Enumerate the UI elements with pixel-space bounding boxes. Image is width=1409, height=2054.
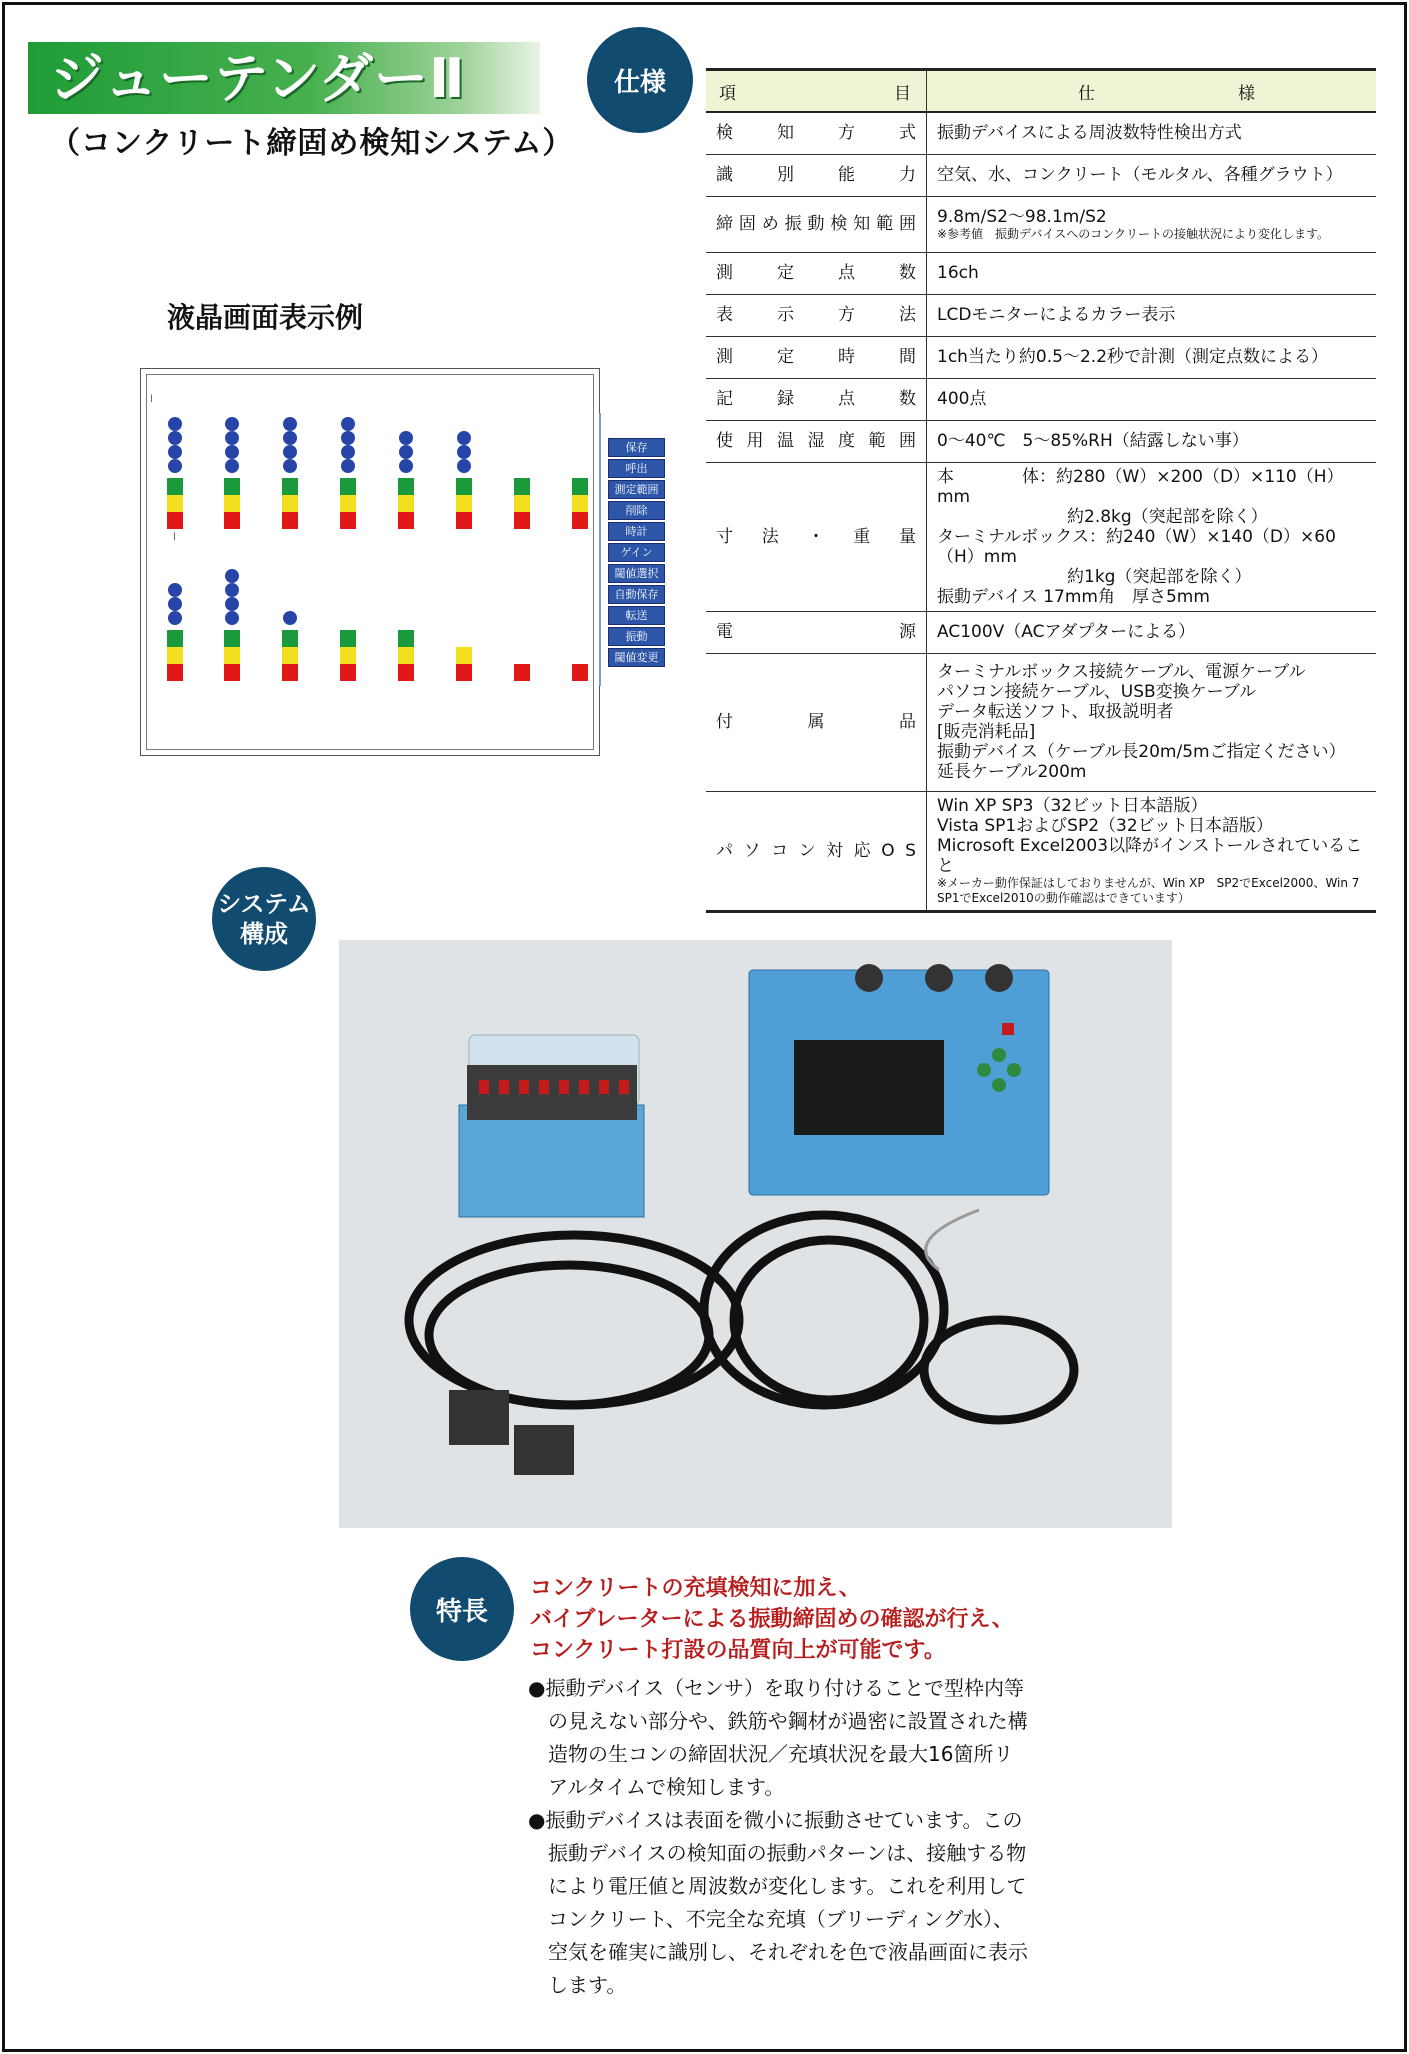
spec-key-char: 囲 <box>899 431 916 451</box>
sensor-dot <box>457 431 471 445</box>
sensor-level-block <box>398 664 414 681</box>
sensor-level-block <box>167 512 183 529</box>
spec-key-char: ・ <box>807 526 825 547</box>
spec-key-char: S <box>905 840 916 861</box>
spec-key-char: 動 <box>807 214 825 234</box>
sensor-level-block <box>224 664 240 681</box>
sensor-level-block <box>398 647 414 664</box>
spec-value-line: [販売消耗品] <box>937 722 1036 742</box>
spec-key <box>706 154 927 196</box>
spec-value <box>927 791 1377 911</box>
lcd-row-marker: l <box>150 394 153 405</box>
sensor-level-block <box>167 647 183 664</box>
spec-value <box>927 462 1377 611</box>
spec-value-line: AC100V（ACアダプターによる） <box>937 622 1196 642</box>
sensor-level-block <box>340 647 356 664</box>
spec-value <box>927 294 1377 336</box>
spec-key-char: 振 <box>784 214 802 234</box>
spec-row <box>706 154 1376 196</box>
spec-key-char: 源 <box>899 622 916 642</box>
sensor-dot <box>283 611 297 625</box>
sensor-level-block <box>167 630 183 647</box>
sensor-level-block <box>456 495 472 512</box>
spec-key-char: 識 <box>716 165 733 185</box>
spec-key <box>706 791 927 911</box>
spec-value <box>927 112 1377 154</box>
spec-key-char: 法 <box>761 526 779 547</box>
sensor-dot <box>168 417 182 431</box>
spec-value-line: 本 体：約280（W）×200（D）×110（H）mm <box>937 466 1344 507</box>
spec-value-line: 0～40℃ 5～85%RH（結露しない事） <box>937 431 1249 451</box>
spec-key-char: め <box>761 214 779 234</box>
spec-key-char: 記 <box>716 389 733 409</box>
spec-note: ※メーカー動作保証はしておりませんが、Win XP SP2でExcel2000、Win 7 SP1でExcel2010の動作確認はできています） <box>937 875 1360 905</box>
spec-key-char: 数 <box>899 263 916 283</box>
headline-line: コンクリートの充填検知に加え、 <box>530 1576 861 1601</box>
spec-key <box>706 252 927 294</box>
spec-value <box>927 378 1377 420</box>
sensor-dot <box>283 431 297 445</box>
feature-item: ●振動デバイス（センサ）を取り付けることで型枠内等の見えない部分や、鉄筋や鋼材が過密に設置された構造物の生コンの締固状況／充填状況を最大16箇所リアルタイムで検知します。 <box>528 1676 1028 1799</box>
spec-value-line: Win XP SP3（32ビット日本語版） <box>937 795 1208 816</box>
spec-key-char: 測 <box>716 347 733 367</box>
spec-table <box>706 68 1376 913</box>
spec-value-line: ターミナルボックス：約240（W）×140（D）×60（H）mm <box>937 526 1336 567</box>
sensor-dot <box>399 445 413 459</box>
sensor-dot <box>225 459 239 473</box>
spec-key-char: 定 <box>777 263 794 283</box>
sensor-level-block <box>572 512 588 529</box>
spec-key-char: 定 <box>777 347 794 367</box>
spec-key <box>706 378 927 420</box>
sensor-dot <box>225 431 239 445</box>
spec-value-line: パソコン接続ケーブル、USB変換ケーブル <box>937 682 1257 702</box>
headline-line: バイブレーターによる振動締固めの確認が行え、 <box>530 1607 1014 1632</box>
spec-value-line: ターミナルボックス接続ケーブル、電源ケーブル <box>937 662 1306 682</box>
spec-key-char: 間 <box>899 347 916 367</box>
sensor-dot <box>225 597 239 611</box>
spec-value-line: 約1kg（突起部を除く） <box>1067 566 1252 587</box>
spec-key-char: 別 <box>777 165 794 185</box>
spec-key-char: 使 <box>716 431 733 451</box>
spec-key-char: 品 <box>899 712 916 732</box>
sensor-dot <box>168 431 182 445</box>
spec-key <box>706 112 927 154</box>
sensor-dot <box>341 431 355 445</box>
lcd-menu-button[interactable]: 時計 <box>608 522 665 541</box>
sensor-level-block <box>514 512 530 529</box>
lcd-menu-button[interactable]: 転送 <box>608 606 665 625</box>
sensor-dot <box>341 417 355 431</box>
sensor-dot <box>168 597 182 611</box>
spec-row <box>706 462 1376 611</box>
spec-row <box>706 252 1376 294</box>
spec-value-line: Microsoft Excel2003以降がインストールされていること <box>937 835 1363 876</box>
sensor-dot <box>283 445 297 459</box>
sensor-dot <box>168 611 182 625</box>
sensor-level-block <box>514 495 530 512</box>
spec-value <box>927 420 1377 462</box>
lcd-menu-button[interactable]: 呼出 <box>608 459 665 478</box>
sensor-level-block <box>398 630 414 647</box>
spec-value-line: 16ch <box>937 263 979 283</box>
spec-value-line: 振動デバイス（ケーブル長20m/5mご指定ください） <box>937 742 1346 762</box>
spec-value-line: 1ch当たり約0.5～2.2秒で計測（測定点数による） <box>937 347 1329 367</box>
lcd-row-marker: l <box>173 532 176 543</box>
spec-key-char: 電 <box>716 622 733 642</box>
spec-value <box>927 611 1377 653</box>
sensor-level-block <box>282 664 298 681</box>
header-char: 様 <box>1238 83 1255 104</box>
spec-value-line: 振動デバイス 17mm角 厚さ5mm <box>937 586 1210 607</box>
sensor-level-block <box>340 512 356 529</box>
sensor-level-block <box>282 512 298 529</box>
spec-row <box>706 336 1376 378</box>
equipment-illustration <box>339 940 1172 1528</box>
sensor-level-block <box>572 664 588 681</box>
spec-key-char: 応 <box>853 840 871 861</box>
sensor-dot <box>225 569 239 583</box>
sensor-level-block <box>572 495 588 512</box>
features-badge: 特長 <box>410 1557 514 1661</box>
sensor-dot <box>225 583 239 597</box>
spec-key-char: 囲 <box>899 214 916 234</box>
sensor-level-block <box>572 478 588 495</box>
sensor-dot <box>341 459 355 473</box>
spec-key-char: ソ <box>743 840 761 861</box>
sensor-level-block <box>456 664 472 681</box>
spec-key-char: 知 <box>853 214 871 234</box>
sensor-level-block <box>224 512 240 529</box>
spec-key-char: 締 <box>716 214 733 234</box>
sensor-dot <box>168 583 182 597</box>
spec-value <box>927 653 1377 791</box>
spec-key-char: 検 <box>716 123 733 144</box>
spec-key-char: 数 <box>899 389 916 409</box>
sensor-level-block <box>340 478 356 495</box>
spec-key <box>706 653 927 791</box>
sensor-level-block <box>340 495 356 512</box>
sensor-dot <box>457 445 471 459</box>
sensor-dot <box>399 459 413 473</box>
spec-value-line: Vista SP1およびSP2（32ビット日本語版） <box>937 815 1273 836</box>
spec-row <box>706 791 1376 911</box>
sensor-dot <box>341 445 355 459</box>
spec-key-char: 点 <box>838 263 855 283</box>
lcd-screen <box>146 374 594 750</box>
spec-value-line: LCDモニターによるカラー表示 <box>937 305 1176 325</box>
spec-badge: 仕様 <box>587 27 693 133</box>
sensor-dot <box>168 459 182 473</box>
spec-key-char: 寸 <box>716 526 733 547</box>
spec-key-char: 点 <box>838 389 855 409</box>
header-char: 目 <box>894 83 911 104</box>
sensor-level-block <box>398 512 414 529</box>
spec-key-char: 温 <box>777 431 794 451</box>
spec-key <box>706 336 927 378</box>
spec-row <box>706 420 1376 462</box>
spec-value-line: 9.8m/S2～98.1m/S2 <box>937 206 1107 227</box>
header-char: 項 <box>719 83 736 104</box>
spec-value <box>927 252 1377 294</box>
spec-key-char: 範 <box>868 431 886 451</box>
spec-header-spec <box>927 70 1377 113</box>
sensor-level-block <box>282 630 298 647</box>
lcd-example-heading: 液晶画面表示例 <box>167 301 364 334</box>
spec-key-char: 範 <box>876 214 894 234</box>
system-photo <box>339 940 1172 1528</box>
spec-key-char: 量 <box>899 526 916 547</box>
lcd-menu-button[interactable]: 自動保存 <box>608 585 665 604</box>
spec-row <box>706 196 1376 252</box>
spec-value-line: 振動デバイスによる周波数特性検出方式 <box>937 123 1242 144</box>
sensor-level-block <box>224 478 240 495</box>
spec-key-char: 重 <box>853 526 871 547</box>
spec-key-char: 付 <box>716 712 733 732</box>
spec-value-line: 400点 <box>937 389 987 409</box>
sensor-level-block <box>398 478 414 495</box>
spec-key-char: 表 <box>716 305 733 325</box>
spec-key-char: 方 <box>838 305 855 325</box>
spec-key-char: 力 <box>899 165 916 185</box>
sensor-level-block <box>167 664 183 681</box>
spec-key <box>706 462 927 611</box>
sensor-level-block <box>224 495 240 512</box>
lcd-menu-button[interactable]: 閾値変更 <box>608 648 665 667</box>
spec-key-char: 湿 <box>807 431 825 451</box>
sensor-dot <box>225 611 239 625</box>
spec-key-char: 方 <box>838 123 855 144</box>
lcd-menu-button[interactable]: 保存 <box>608 438 665 457</box>
spec-header-item <box>706 70 927 113</box>
sensor-level-block <box>456 512 472 529</box>
product-title: ジューテンダーⅡ <box>50 47 466 110</box>
spec-key-char: 知 <box>777 123 794 144</box>
spec-key-char: 固 <box>738 214 756 234</box>
spec-key <box>706 420 927 462</box>
spec-key-char: 属 <box>807 712 825 732</box>
headline-line: コンクリート打設の品質向上が可能です。 <box>530 1638 946 1663</box>
spec-key-char: O <box>881 840 895 861</box>
spec-key <box>706 611 927 653</box>
sensor-dot <box>225 445 239 459</box>
lcd-menu-button[interactable]: 削除 <box>608 501 665 520</box>
spec-key-char: 検 <box>830 214 848 234</box>
features-list <box>528 1672 1028 2002</box>
spec-key-char: 用 <box>746 431 764 451</box>
sensor-level-block <box>514 664 530 681</box>
lcd-menu-button[interactable]: 閾値選択 <box>608 564 665 583</box>
header-char: 仕 <box>1078 83 1095 104</box>
spec-note: ※参考値 振動デバイスへのコンクリートの接触状況により変化します。 <box>937 226 1330 241</box>
sensor-level-block <box>340 630 356 647</box>
product-subtitle: （コンクリート締固め検知システム） <box>50 126 574 161</box>
sensor-level-block <box>282 647 298 664</box>
sensor-level-block <box>282 478 298 495</box>
spec-key-char: 時 <box>838 347 855 367</box>
spec-value-line: 空気、水、コンクリート（モルタル、各種グラウト） <box>937 165 1343 185</box>
spec-key-char: 示 <box>777 305 794 325</box>
lcd-menu-button[interactable]: 測定範囲 <box>608 480 665 499</box>
spec-row <box>706 653 1376 791</box>
lcd-menu-button[interactable]: ゲイン <box>608 543 665 562</box>
sensor-dot <box>168 445 182 459</box>
sensor-dot <box>399 431 413 445</box>
features-headline <box>530 1573 1014 1666</box>
sensor-level-block <box>456 647 472 664</box>
spec-key-char: 度 <box>838 431 855 451</box>
spec-key-char: ン <box>798 840 816 861</box>
sensor-dot <box>283 417 297 431</box>
spec-key-char: パ <box>716 840 733 861</box>
spec-value-line: 延長ケーブル200m <box>937 762 1087 782</box>
sensor-dot <box>457 459 471 473</box>
spec-row <box>706 611 1376 653</box>
sensor-level-block <box>167 495 183 512</box>
spec-key-char: 法 <box>899 305 916 325</box>
spec-key-char: コ <box>771 840 789 861</box>
spec-row <box>706 294 1376 336</box>
sensor-dot <box>225 417 239 431</box>
sensor-level-block <box>224 630 240 647</box>
spec-key-char: 録 <box>777 389 794 409</box>
spec-value-line: 約2.8kg（突起部を除く） <box>1067 506 1268 527</box>
sensor-level-block <box>167 478 183 495</box>
spec-value <box>927 336 1377 378</box>
spec-key-char: 対 <box>826 840 844 861</box>
feature-item: ●振動デバイスは表面を微小に振動させています。この振動デバイスの検知面の振動パターンは、接触する物により電圧値と周波数が変化します。これを利用してコンクリート、不完全な充填（ブリーディング水）、空気を確実に識別し、それぞれを色で液晶画面に表示します。 <box>528 1808 1028 1997</box>
spec-key-char: 式 <box>899 123 916 144</box>
sensor-level-block <box>224 647 240 664</box>
sensor-level-block <box>340 664 356 681</box>
spec-key <box>706 294 927 336</box>
spec-value <box>927 196 1377 252</box>
sensor-level-block <box>456 478 472 495</box>
spec-key <box>706 196 927 252</box>
sensor-level-block <box>282 495 298 512</box>
sensor-level-block <box>514 478 530 495</box>
spec-row <box>706 378 1376 420</box>
lcd-menu-button[interactable]: 振動 <box>608 627 665 646</box>
spec-key-char: 能 <box>838 165 855 185</box>
sensor-dot <box>283 459 297 473</box>
system-badge: システム 構成 <box>212 867 316 971</box>
spec-key-char: 測 <box>716 263 733 283</box>
spec-value <box>927 154 1377 196</box>
spec-row <box>706 112 1376 154</box>
sensor-level-block <box>398 495 414 512</box>
spec-value-line: データ転送ソフト、取扱説明者 <box>937 702 1174 722</box>
